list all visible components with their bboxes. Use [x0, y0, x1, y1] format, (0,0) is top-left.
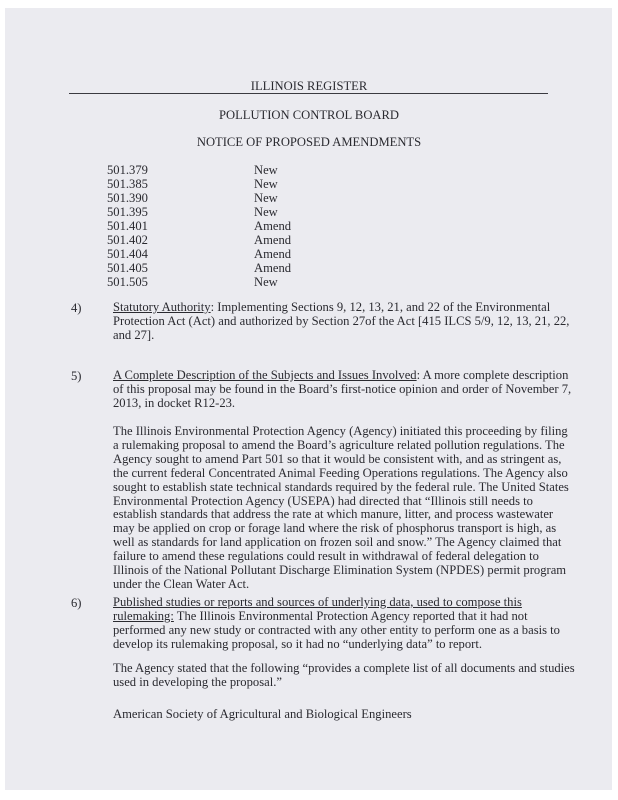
section-action: New [254, 191, 278, 205]
heading-suffix: : [416, 368, 421, 382]
table-row [107, 191, 278, 205]
description-paragraph: The Illinois Environmental Protection Agency (Agency) initiated this proceeding by filing a rulemaking proposal to amend the Board’s agriculture related pollution regulations. The Agency sought to amend Part 501 so that it would be consistent with, and as stringent as, the current federal Concentrated Animal Feeding Operations regulations. The Agency also sought to establish state technical standards required by the federal rule. The United States Environmental Protection Agency (USEPA) had directed that “Illinois still needs to establish standards that address the rate at which manure, litter, and process wastewater may be applied on crop or forage land where the risk of phosphorus transport is high, as well as standards for land application on frozen soil and snow.” The Agency claimed that failure to amend these regulations could result in withdrawal of federal delegation to Illinois of the National Pollutant Discharge Elimination System (NPDES) permit program under the Clean Water Act. [113, 424, 569, 591]
item-text: A more complete description of this proposal may be found in the Board’s first-notice opinion and order of November 7, 2013, in docket R12-23. [113, 368, 572, 410]
table-row [107, 247, 292, 261]
section-number: 501.401 [107, 219, 148, 233]
section-action: Amend [254, 219, 292, 233]
section-number: 501.385 [107, 177, 148, 191]
notice-title: NOTICE OF PROPOSED AMENDMENTS [196, 135, 422, 149]
section-number: 501.390 [107, 191, 148, 205]
section-number: 501.402 [107, 233, 148, 247]
section-action: Amend [254, 247, 292, 261]
item-description [113, 369, 575, 411]
table-row [107, 177, 278, 191]
section-action: New [254, 177, 278, 191]
item-text: The Illinois Environmental Protection Agency reported that it had not performed any new study or contracted with any other entity to perform one as a basis to develop its rulemaking proposal, so it had no “underlying data” to report. [113, 608, 560, 651]
board-title: POLLUTION CONTROL BOARD [218, 108, 400, 122]
section-number: 501.505 [107, 275, 148, 289]
table-row [107, 233, 292, 247]
section-action: Amend [254, 233, 292, 247]
section-number: 501.379 [107, 163, 148, 177]
section-number: 501.404 [107, 247, 148, 261]
item-number: 4) [71, 301, 82, 315]
table-row [107, 163, 278, 177]
item-heading: Statutory Authority [113, 300, 211, 314]
section-number: 501.405 [107, 261, 148, 275]
item-number: 6) [71, 596, 82, 610]
section-action: Amend [254, 261, 292, 275]
reference-entry: American Society of Agricultural and Biological Engineers [113, 707, 412, 721]
table-row [107, 205, 278, 219]
section-action: New [254, 275, 278, 289]
table-row [107, 261, 292, 275]
item-number: 5) [71, 369, 82, 383]
item-heading: Published studies or reports and sources of underlying data, used to compose this rulemaking: [113, 595, 522, 623]
item-heading: A Complete Description of the Subjects and Issues Involved [113, 368, 417, 382]
register-title: ILLINOIS REGISTER [250, 79, 368, 93]
section-action: New [254, 163, 278, 177]
section-action: New [254, 205, 278, 219]
item-statutory-authority [113, 301, 575, 343]
table-row [107, 219, 292, 233]
table-row [107, 275, 278, 289]
section-number: 501.395 [107, 205, 148, 219]
heading-suffix: : [210, 300, 215, 314]
studies-paragraph: The Agency stated that the following “provides a complete list of all documents and studies used in developing the proposal.” [113, 661, 575, 689]
header-rule [69, 93, 548, 94]
item-published-studies [113, 596, 575, 652]
item-text: Implementing Sections 9, 12, 13, 21, and 22 of the Environmental Protection Act (Act) and authorized by Section 27of the Act [415 ILCS 5/9, 12, 13, 21, 22, and 27]. [113, 300, 570, 342]
